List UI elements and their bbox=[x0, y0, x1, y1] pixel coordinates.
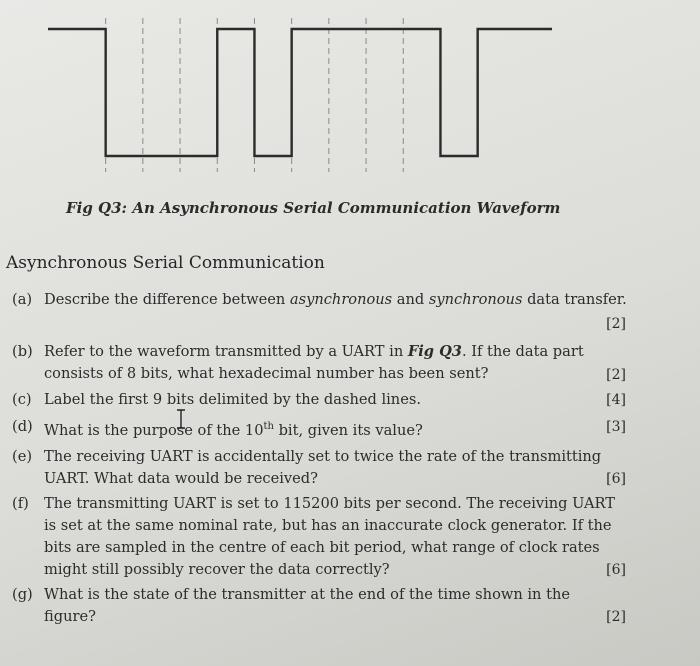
figure-caption: Fig Q3: An Asynchronous Serial Communication Waveform bbox=[66, 199, 561, 217]
marks: [2] bbox=[606, 367, 626, 383]
marks: [2] bbox=[606, 609, 626, 625]
marks: [2] bbox=[606, 316, 626, 332]
question-f bbox=[12, 493, 628, 581]
question-text: The transmitting UART is set to 115200 bits per second. The receiving UART is set at the same nominal rate, but has an inaccurate clock generator. If the bits are sampled in the centre of each bit period, what range of clock rates might still possibly recover the data correctly? bbox=[44, 495, 616, 578]
question-label: (f) bbox=[12, 495, 29, 512]
question-g bbox=[12, 584, 628, 628]
section-title: Asynchronous Serial Communication bbox=[6, 253, 325, 273]
question-text: Refer to the waveform transmitted by a UART in Fig Q3. If the data part consists of 8 bits, what hexadecimal number has been sent? bbox=[44, 343, 584, 382]
marks: [3] bbox=[606, 419, 626, 435]
question-e bbox=[12, 446, 628, 490]
question-label: (e) bbox=[12, 448, 33, 465]
marks: [6] bbox=[606, 471, 626, 487]
signal-trace bbox=[48, 29, 552, 156]
question-label: (c) bbox=[12, 391, 32, 408]
question-label: (a) bbox=[12, 291, 33, 308]
question-text: What is the purpose of the 10th bit, given its value? bbox=[44, 421, 423, 439]
question-b bbox=[12, 341, 628, 385]
question-text: What is the state of the transmitter at the end of the time shown in the figure? bbox=[44, 586, 570, 625]
question-label: (d) bbox=[12, 418, 33, 435]
marks: [4] bbox=[606, 392, 626, 408]
waveform-figure bbox=[0, 0, 700, 200]
marks: [6] bbox=[606, 562, 626, 578]
text-cursor-icon bbox=[176, 409, 186, 429]
question-a bbox=[12, 289, 628, 332]
question-label: (b) bbox=[12, 343, 33, 360]
question-text: The receiving UART is accidentally set to twice the rate of the transmitting UART. What data would be received? bbox=[44, 448, 602, 487]
question-text: Describe the difference between asynchronous and synchronous data transfer. bbox=[44, 291, 627, 308]
question-c bbox=[12, 389, 628, 411]
question-text: Label the first 9 bits delimited by the dashed lines. bbox=[44, 391, 421, 408]
question-d bbox=[12, 416, 628, 442]
question-label: (g) bbox=[12, 586, 33, 603]
